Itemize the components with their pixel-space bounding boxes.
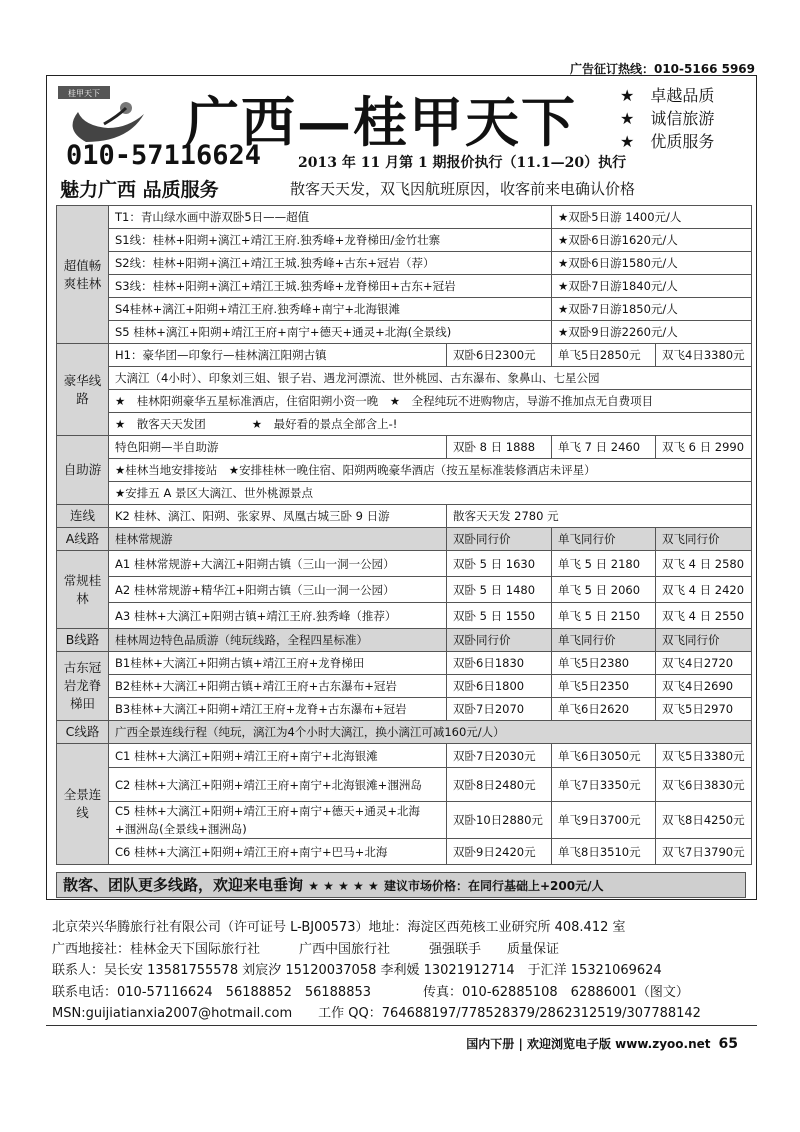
column-header: 单飞同行价	[552, 629, 656, 652]
price-period: 2013 年 11 月第 1 期报价执行（11.1—20）执行	[298, 155, 627, 171]
section-title: 桂林常规游	[109, 528, 447, 551]
price-cell: 双飞4日2690	[656, 675, 752, 698]
price-cell: ★双卧5日游 1400元/人	[552, 206, 752, 229]
company-info	[52, 917, 701, 1025]
divider	[46, 1025, 757, 1026]
price-cell: 单飞6日3050元	[552, 744, 656, 768]
price-cell: 单飞9日3700元	[552, 802, 656, 839]
price-cell: 双卧6日1830	[447, 652, 552, 675]
price-cell: 双飞4日2720	[656, 652, 752, 675]
table-row	[57, 413, 752, 436]
price-cell: 双卧 5 日 1630	[447, 551, 552, 577]
price-cell: 单飞6日2620	[552, 698, 656, 721]
msn-qq: MSN:guijiatianxia2007@hotmail.com 工作 QQ：764688197/778528379/2862312519/307788142	[52, 1006, 701, 1021]
price-cell: 单飞 7 日 2460	[552, 436, 656, 459]
company-logo	[56, 86, 156, 148]
table-row	[57, 482, 752, 505]
company-address: 北京荣兴华腾旅行社有限公司（许可证号 L-BJ00573）地址：海淀区西苑核工业研究所 408.412 室	[52, 920, 626, 935]
price-cell: 双卧7日2030元	[447, 744, 552, 768]
category-cell: A线路	[57, 528, 109, 551]
route-cell: H1：豪华团—印象行—桂林漓江阳朔古镇	[109, 344, 447, 367]
section-header-row	[57, 629, 752, 652]
svg-text:桂甲天下: 桂甲天下	[68, 89, 100, 98]
section-title: 广西全景连线行程（纯玩，漓江为4个小时大漓江，换小漓江可减160元/人）	[109, 721, 752, 744]
table-row	[57, 436, 752, 459]
section-header-row	[57, 528, 752, 551]
column-header: 双卧同行价	[447, 629, 552, 652]
price-cell: 单飞5日2850元	[552, 344, 656, 367]
route-cell: S2线：桂林+阳朔+漓江+靖江王城.独秀峰+古东+冠岩（荐）	[109, 252, 552, 275]
price-cell: 双飞8日4250元	[656, 802, 752, 839]
table-row	[57, 390, 752, 413]
feature-item: ★ 优质服务	[620, 132, 715, 151]
price-cell: 双飞 4 日 2550	[656, 603, 752, 629]
route-cell: C1 桂林+大漓江+阳朔+靖江王府+南宁+北海银滩	[109, 744, 447, 768]
price-cell: 单飞 5 日 2060	[552, 577, 656, 603]
inquiry-text: 散客、团队更多线路，欢迎来电垂询	[63, 876, 304, 894]
price-cell: 双卧10日2880元	[447, 802, 552, 839]
slogan: 魅力广西 品质服务	[60, 179, 219, 201]
category-cell: 全景连线	[57, 744, 109, 865]
feature-item: ★ 诚信旅游	[620, 109, 715, 128]
route-cell: S5 桂林+漓江+阳朔+靖江王府+南宁+德天+通灵+北海(全景线)	[109, 321, 552, 344]
contact-phone: 010-57116624	[66, 140, 262, 171]
table-row	[57, 275, 752, 298]
booking-notice: 散客天天发，双飞因航班原因，收客前来电确认价格	[290, 180, 636, 198]
table-row	[57, 744, 752, 768]
table-row	[57, 603, 752, 629]
category-cell: 常规桂林	[57, 551, 109, 629]
route-cell: S1线：桂林+阳朔+漓江+靖江王府.独秀峰+龙脊梯田/金竹壮寨	[109, 229, 552, 252]
table-row	[57, 768, 752, 802]
ad-hotline: 广告征订热线：010-5166 5969	[569, 62, 755, 76]
price-cell: 双飞6日3830元	[656, 768, 752, 802]
route-cell: B3桂林+大漓江+阳朔+靖江王府+龙脊+古东瀑布+冠岩	[109, 698, 447, 721]
star-icon: ★	[620, 132, 635, 151]
table-row	[57, 698, 752, 721]
route-cell: A1 桂林常规游+大漓江+阳朔古镇（三山一洞一公园）	[109, 551, 447, 577]
column-header: 单飞同行价	[552, 528, 656, 551]
price-cell: 双飞7日3790元	[656, 839, 752, 865]
route-cell: C6 桂林+大漓江+阳朔+靖江王府+南宁+巴马+北海	[109, 839, 447, 865]
table-row	[57, 252, 752, 275]
page-footer	[466, 1035, 738, 1052]
route-cell: S4桂林+漓江+阳朔+靖江王府.独秀峰+南宁+北海银滩	[109, 298, 552, 321]
section-title: 桂林周边特色品质游（纯玩线路，全程四星标准）	[109, 629, 447, 652]
price-cell: 双卧 8 日 1888	[447, 436, 552, 459]
route-cell: C5 桂林+大漓江+阳朔+靖江王府+南宁+德天+通灵+北海+涠洲岛(全景线+涠洲岛)	[109, 802, 447, 839]
detail-cell: ★桂林当地安排接站 ★安排桂林一晚住宿、阳朔两晚豪华酒店（按五星标准装修酒店未评星）	[109, 459, 752, 482]
table-row	[57, 652, 752, 675]
suggested-price: 建议市场价格：在同行基础上+200元/人	[383, 879, 604, 893]
page-title: 广西—桂甲天下	[185, 90, 577, 154]
table-row	[57, 577, 752, 603]
price-cell: ★双卧6日游1620元/人	[552, 229, 752, 252]
section-header-row	[57, 721, 752, 744]
column-header: 双飞同行价	[656, 629, 752, 652]
route-cell: A3 桂林+大漓江+阳朔古镇+靖江王府.独秀峰（推荐）	[109, 603, 447, 629]
price-cell: 双卧 5 日 1480	[447, 577, 552, 603]
route-cell: B2桂林+大漓江+阳朔古镇+靖江王府+古东瀑布+冠岩	[109, 675, 447, 698]
route-cell: C2 桂林+大漓江+阳朔+靖江王府+南宁+北海银滩+涠洲岛	[109, 768, 447, 802]
detail-cell: ★ 散客天天发团 ★ 最好看的景点全部含上-!	[109, 413, 752, 436]
route-cell: B1桂林+大漓江+阳朔古镇+靖江王府+龙脊梯田	[109, 652, 447, 675]
price-cell: 散客天天发 2780 元	[447, 505, 752, 528]
contact-phones: 联系电话：010-57116624 56188852 56188853 传真：010-62885108 62886001（图文）	[52, 984, 689, 1000]
detail-cell: 大漓江（4小时）、印象刘三姐、银子岩、遇龙河漂流、世外桃园、古东瀑布、象鼻山、七星公园	[109, 367, 752, 390]
table-row	[57, 298, 752, 321]
price-cell: 单飞5日2380	[552, 652, 656, 675]
star-icon: ★	[620, 86, 635, 105]
price-cell: 双卧 5 日 1550	[447, 603, 552, 629]
table-row	[57, 321, 752, 344]
price-cell: 双飞4日3380元	[656, 344, 752, 367]
footer-text: 国内下册 | 欢迎浏览电子版 www.zyoo.net	[466, 1037, 711, 1051]
price-cell: 双卧6日1800	[447, 675, 552, 698]
table-row	[57, 206, 752, 229]
category-cell: 超值畅爽桂林	[57, 206, 109, 344]
table-row	[57, 344, 752, 367]
price-cell: ★双卧9日游2260元/人	[552, 321, 752, 344]
route-cell: S3线：桂林+阳朔+漓江+靖江王城.独秀峰+龙脊梯田+古东+冠岩	[109, 275, 552, 298]
category-cell: 豪华线路	[57, 344, 109, 436]
inquiry-banner	[56, 872, 746, 898]
star-icon: ★ ★ ★ ★ ★	[308, 879, 379, 893]
table-row	[57, 802, 752, 839]
price-cell: ★双卧6日游1580元/人	[552, 252, 752, 275]
contact-persons: 联系人：吴长安 13581755578 刘宸汐 15120037058 李利媛 13021912714 于汇洋 15321069624	[52, 963, 662, 978]
table-row	[57, 229, 752, 252]
price-cell: 单飞8日3510元	[552, 839, 656, 865]
price-cell: 双飞5日2970	[656, 698, 752, 721]
star-icon: ★	[620, 109, 635, 128]
feature-list	[620, 84, 714, 153]
price-cell: ★双卧7日游1840元/人	[552, 275, 752, 298]
price-cell: 单飞 5 日 2180	[552, 551, 656, 577]
price-cell: 双卧8日2480元	[447, 768, 552, 802]
price-cell: 双飞 4 日 2420	[656, 577, 752, 603]
category-cell: 自助游	[57, 436, 109, 505]
detail-cell: ★ 桂林阳朔豪华五星标准酒店，住宿阳朔小资一晚 ★ 全程纯玩不进购物店，导游不推加点无自费项目	[109, 390, 752, 413]
table-row	[57, 675, 752, 698]
category-cell: 古东冠岩龙脊梯田	[57, 652, 109, 721]
category-cell: C线路	[57, 721, 109, 744]
page-number: 65	[718, 1036, 738, 1052]
price-cell: ★双卧7日游1850元/人	[552, 298, 752, 321]
route-cell: 特色阳朔—半自助游	[109, 436, 447, 459]
table-row	[57, 367, 752, 390]
table-row	[57, 551, 752, 577]
route-cell: T1：青山绿水画中游双卧5日——超值	[109, 206, 552, 229]
detail-cell: ★安排五 A 景区大漓江、世外桃源景点	[109, 482, 752, 505]
route-cell: K2 桂林、漓江、阳朔、张家界、凤凰古城三卧 9 日游	[109, 505, 447, 528]
route-cell: A2 桂林常规游+精华江+阳朔古镇（三山一洞一公园）	[109, 577, 447, 603]
price-cell: 单飞 5 日 2150	[552, 603, 656, 629]
column-header: 双飞同行价	[656, 528, 752, 551]
feature-item: ★ 卓越品质	[620, 86, 715, 105]
category-cell: 连线	[57, 505, 109, 528]
column-header: 双卧同行价	[447, 528, 552, 551]
price-cell: 双卧6日2300元	[447, 344, 552, 367]
price-cell: 单飞7日3350元	[552, 768, 656, 802]
table-row	[57, 839, 752, 865]
price-cell: 双卧9日2420元	[447, 839, 552, 865]
price-cell: 双飞 4 日 2580	[656, 551, 752, 577]
price-cell: 双卧7日2070	[447, 698, 552, 721]
price-table	[56, 205, 752, 865]
table-row	[57, 459, 752, 482]
price-cell: 双飞5日3380元	[656, 744, 752, 768]
price-cell: 双飞 6 日 2990	[656, 436, 752, 459]
price-cell: 单飞5日2350	[552, 675, 656, 698]
partner-agencies: 广西地接社：桂林金天下国际旅行社 广西中国旅行社 强强联手 质量保证	[52, 941, 560, 957]
category-cell: B线路	[57, 629, 109, 652]
table-row	[57, 505, 752, 528]
